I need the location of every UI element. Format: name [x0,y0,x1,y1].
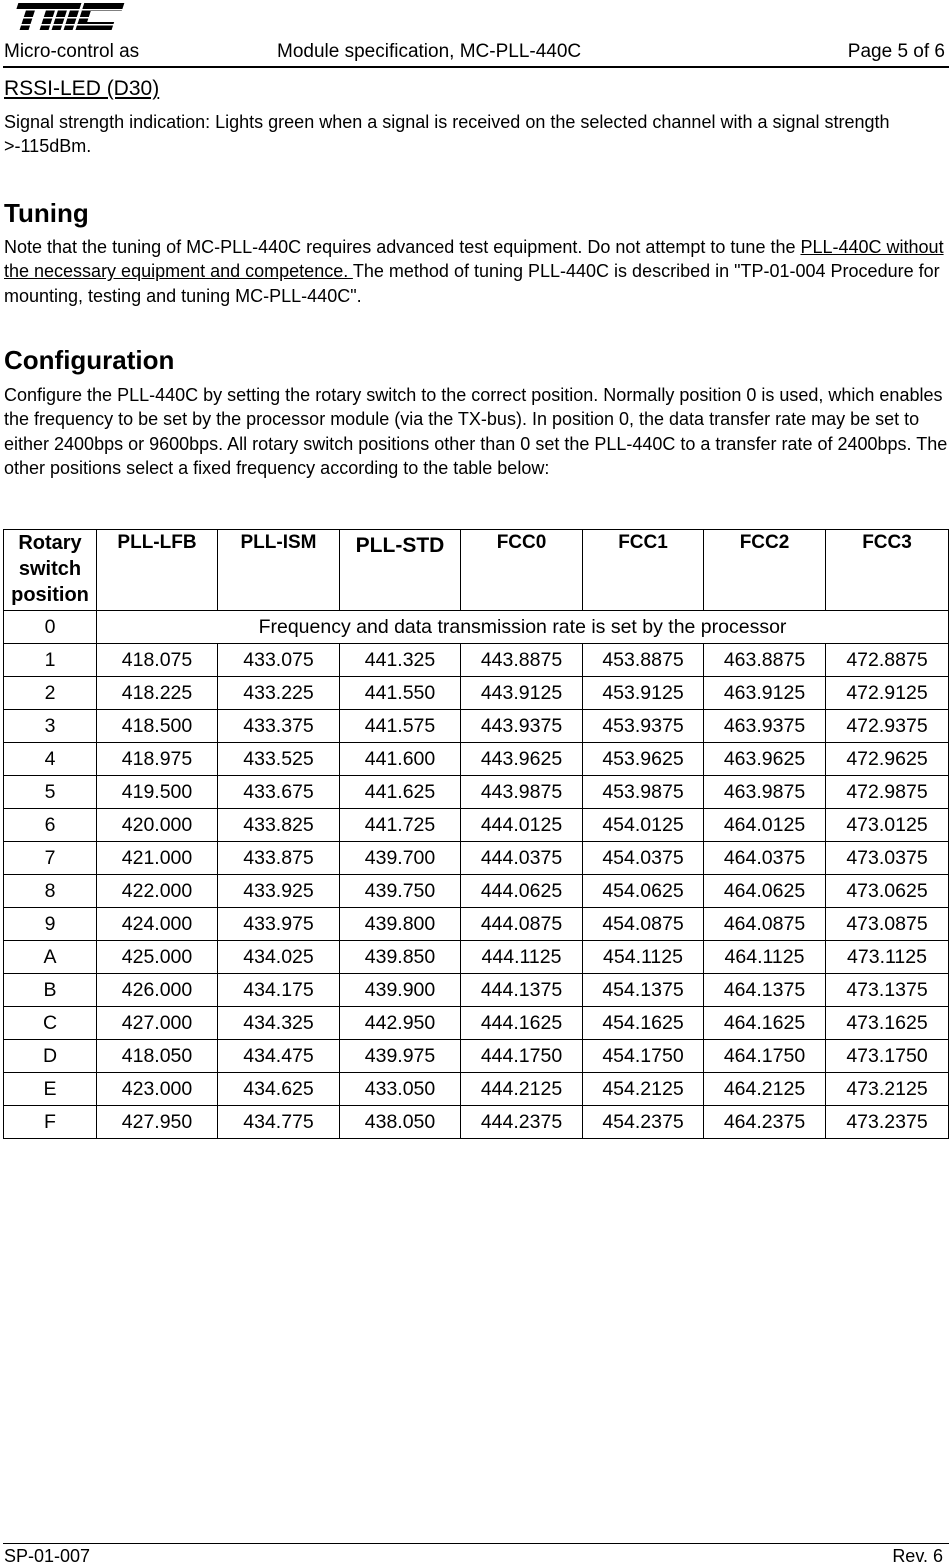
table-cell: 472.9875 [826,776,949,809]
table-cell: 433.975 [218,908,340,941]
table-cell: 464.2125 [704,1073,826,1106]
table-cell: D [4,1040,97,1073]
table-cell: 439.900 [340,974,461,1007]
table-cell: 438.050 [340,1106,461,1139]
table-header-row [4,530,949,611]
table-cell: 473.2375 [826,1106,949,1139]
table-cell: 5 [4,776,97,809]
table-cell: 439.800 [340,908,461,941]
company-logo [5,1,127,33]
frequency-table [3,529,949,1139]
table-cell: 464.0625 [704,875,826,908]
table-cell: 418.500 [97,710,218,743]
table-cell: 473.1750 [826,1040,949,1073]
table-cell: 463.9875 [704,776,826,809]
table-cell: 418.075 [97,644,218,677]
table-cell: 419.500 [97,776,218,809]
table-cell: 426.000 [97,974,218,1007]
table-row [4,1073,949,1106]
table-row [4,710,949,743]
table-cell: 0 [4,611,97,644]
header-title: Module specification, MC-PLL-440C [277,41,582,62]
table-row [4,875,949,908]
table-cell: 454.1375 [583,974,704,1007]
table-cell: 472.9625 [826,743,949,776]
table-cell: 433.675 [218,776,340,809]
table-cell: C [4,1007,97,1040]
configuration-paragraph: Configure the PLL-440C by setting the rotary switch to the correct position. Normally position 0 is used, which enables the frequency to be set by the processor module (via the TX-bus). In position 0, the data transfer rate may be set to either 2400bps or 9600bps. All rotary switch positions other than 0 set the PLL-440C to a transfer rate of 2400bps. The other positions select a fixed frequency according to the table below: [4,385,948,478]
table-cell: 1 [4,644,97,677]
table-cell: 433.075 [218,644,340,677]
table-cell: 434.775 [218,1106,340,1139]
table-cell: 8 [4,875,97,908]
tuning-text-2: The method of tuning PLL-440C is described in "TP-01-004 Procedure for mounting, testing and tuning MC-PLL-440C". [4,261,940,306]
table-cell: 433.525 [218,743,340,776]
table-cell: 473.1625 [826,1007,949,1040]
table-cell: 453.9875 [583,776,704,809]
table-cell: 443.9125 [461,677,583,710]
table-cell: 472.9125 [826,677,949,710]
table-row [4,842,949,875]
table-cell: 444.0125 [461,809,583,842]
table-cell: 441.725 [340,809,461,842]
table-cell: 441.600 [340,743,461,776]
table-cell: 464.1625 [704,1007,826,1040]
table-cell: 464.0375 [704,842,826,875]
table-cell: 434.475 [218,1040,340,1073]
table-cell: 454.1125 [583,941,704,974]
table-row [4,1106,949,1139]
header-fcc3: FCC3 [826,530,949,611]
header-fcc0: FCC0 [461,530,583,611]
table-cell: 463.9375 [704,710,826,743]
table-cell: 418.975 [97,743,218,776]
footer-revision: Rev. 6 [892,1546,943,1566]
rssi-heading: RSSI-LED (D30) [4,77,160,100]
configuration-heading: Configuration [4,345,175,375]
header-pll-std: PLL-STD [340,530,461,611]
table-cell: 454.2125 [583,1073,704,1106]
table-cell: 444.0375 [461,842,583,875]
table-cell: 473.0625 [826,875,949,908]
footer-doc-id: SP-01-007 [4,1546,91,1566]
table-cell: 473.1125 [826,941,949,974]
table-cell: 454.1625 [583,1007,704,1040]
table-cell: 442.950 [340,1007,461,1040]
table-row [4,809,949,842]
table-cell: 439.700 [340,842,461,875]
table-row [4,776,949,809]
rssi-paragraph: Signal strength indication: Lights green when a signal is received on the selected channel with a signal strength >-115dBm. [4,112,890,157]
table-row [4,908,949,941]
table-cell: 433.375 [218,710,340,743]
header-divider [3,66,949,68]
table-cell: 2 [4,677,97,710]
table-cell: 422.000 [97,875,218,908]
table-row [4,941,949,974]
table-cell: 424.000 [97,908,218,941]
table-row [4,644,949,677]
table-cell: 423.000 [97,1073,218,1106]
table-cell: 454.1750 [583,1040,704,1073]
header-fcc1: FCC1 [583,530,704,611]
table-cell: 9 [4,908,97,941]
table-cell: B [4,974,97,1007]
table-cell: 433.050 [340,1073,461,1106]
table-cell: 4 [4,743,97,776]
table-cell: 464.1125 [704,941,826,974]
table-cell: 6 [4,809,97,842]
table-row [4,677,949,710]
table-cell: 434.625 [218,1073,340,1106]
table-cell: 463.9625 [704,743,826,776]
table-cell: 420.000 [97,809,218,842]
table-cell: 443.9875 [461,776,583,809]
table-row [4,743,949,776]
table-cell: 464.1375 [704,974,826,1007]
table-cell: F [4,1106,97,1139]
table-cell: 433.825 [218,809,340,842]
table-cell: 473.2125 [826,1073,949,1106]
table-cell: 473.0125 [826,809,949,842]
table-cell: 443.9375 [461,710,583,743]
table-cell: 454.2375 [583,1106,704,1139]
table-cell: E [4,1073,97,1106]
tuning-text-1: Note that the tuning of MC-PLL-440C requires advanced test equipment. Do not attempt to tune the [4,237,801,257]
table-cell: 444.1625 [461,1007,583,1040]
table-row [4,1007,949,1040]
table-cell: 444.2125 [461,1073,583,1106]
table-cell: 463.8875 [704,644,826,677]
table-cell: 463.9125 [704,677,826,710]
table-cell: 472.9375 [826,710,949,743]
table-cell: 441.550 [340,677,461,710]
table-cell: 453.9375 [583,710,704,743]
table-cell: 7 [4,842,97,875]
table-cell: 473.0375 [826,842,949,875]
header-fcc2: FCC2 [704,530,826,611]
table-cell: 453.9125 [583,677,704,710]
table-cell: 454.0125 [583,809,704,842]
table-cell: 454.0375 [583,842,704,875]
table-cell: 441.575 [340,710,461,743]
table-cell: 439.975 [340,1040,461,1073]
table-cell: 444.1125 [461,941,583,974]
table-cell: 439.850 [340,941,461,974]
table-cell: 444.1375 [461,974,583,1007]
table-cell: 454.0625 [583,875,704,908]
table-cell: 427.950 [97,1106,218,1139]
table-cell: 443.8875 [461,644,583,677]
table-cell: 439.750 [340,875,461,908]
table-cell: 425.000 [97,941,218,974]
table-cell: 427.000 [97,1007,218,1040]
table-cell: 444.2375 [461,1106,583,1139]
table-cell: 464.0875 [704,908,826,941]
table-cell: 473.0875 [826,908,949,941]
table-cell: 433.875 [218,842,340,875]
table-cell: 444.0625 [461,875,583,908]
table-row-position-0 [4,611,949,644]
table-cell: 464.1750 [704,1040,826,1073]
table-cell: 472.8875 [826,644,949,677]
table-cell: 433.225 [218,677,340,710]
table-cell: 433.925 [218,875,340,908]
table-cell: 441.325 [340,644,461,677]
table-cell: 434.175 [218,974,340,1007]
table-cell: 434.025 [218,941,340,974]
table-cell: 464.0125 [704,809,826,842]
table-cell: 3 [4,710,97,743]
table-row [4,1040,949,1073]
processor-set-note: Frequency and data transmission rate is set by the processor [97,611,949,644]
table-cell: 464.2375 [704,1106,826,1139]
table-cell: A [4,941,97,974]
table-row [4,974,949,1007]
table-cell: 434.325 [218,1007,340,1040]
table-cell: 421.000 [97,842,218,875]
header-page-number: Page 5 of 6 [847,41,945,62]
header-rotary-switch-position: Rotary switch position [4,530,97,611]
tuning-paragraph [4,235,948,308]
table-cell: 418.225 [97,677,218,710]
table-cell: 473.1375 [826,974,949,1007]
table-cell: 444.1750 [461,1040,583,1073]
tuning-heading: Tuning [4,198,89,228]
tuning-text-underlined: PLL-440C without the necessary equipment and competence. [4,237,944,282]
header-pll-lfb: PLL-LFB [97,530,218,611]
table-cell: 454.0875 [583,908,704,941]
table-cell: 441.625 [340,776,461,809]
table-cell: 453.8875 [583,644,704,677]
table-cell: 453.9625 [583,743,704,776]
footer-divider [3,1543,949,1544]
table-cell: 418.050 [97,1040,218,1073]
header-pll-ism: PLL-ISM [218,530,340,611]
table-cell: 444.0875 [461,908,583,941]
table-cell: 443.9625 [461,743,583,776]
header-company: Micro-control as [4,41,140,62]
